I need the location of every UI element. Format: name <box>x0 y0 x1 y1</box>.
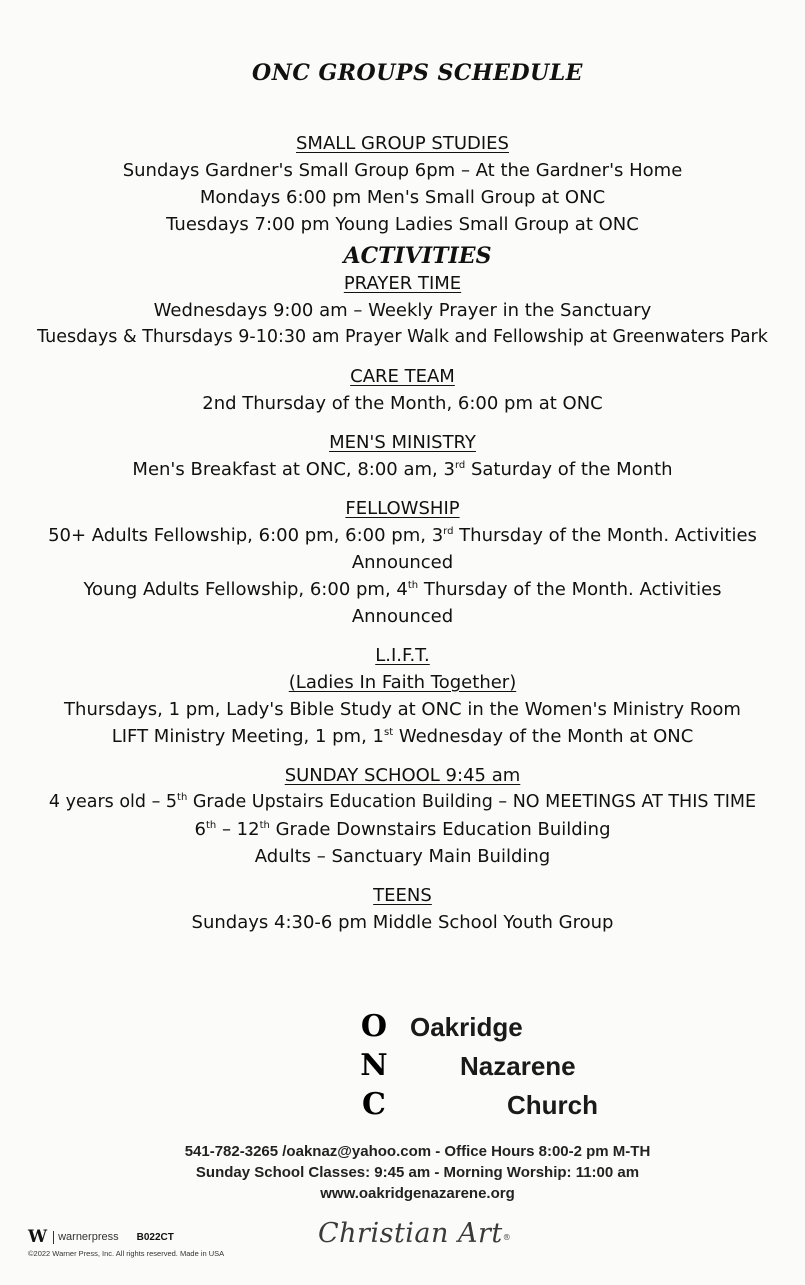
teens-section <box>0 882 805 936</box>
lift-section <box>0 642 805 750</box>
logo-row-oakridge <box>352 1010 612 1046</box>
logo-word-church: Church <box>507 1090 598 1120</box>
schedule-line: Thursdays, 1 pm, Lady's Bible Study at ONC in the Women's Ministry Room <box>64 699 741 720</box>
product-code: B022CT <box>136 1231 174 1243</box>
section-heading: SUNDAY SCHOOL 9:45 am <box>284 765 521 786</box>
page-title: ONC GROUPS SCHEDULE <box>252 60 583 86</box>
logo-letter-n: N <box>360 1048 388 1083</box>
logo-row-nazarene <box>352 1049 612 1085</box>
schedule-line: 50+ Adults Fellowship, 6:00 pm, 6:00 pm, 3rd Thursday of the Month. Activities Announced <box>48 525 757 573</box>
schedule-line: Men's Breakfast at ONC, 8:00 am, 3rd Saturday of the Month <box>132 459 673 480</box>
schedule-line: 4 years old – 5th Grade Upstairs Education Building – NO MEETINGS AT THIS TIME <box>48 792 757 812</box>
schedule-line: Tuesdays & Thursdays 9-10:30 am Prayer Walk and Fellowship at Greenwaters Park <box>37 327 768 347</box>
section-heading: TEENS <box>373 885 432 906</box>
logo-word-nazarene: Nazarene <box>460 1051 576 1081</box>
sunday-school-section <box>0 762 805 870</box>
schedule-line: Adults – Sanctuary Main Building <box>254 846 551 867</box>
schedule-line: LIFT Ministry Meeting, 1 pm, 1st Wednesday of the Month at ONC <box>111 726 694 747</box>
christian-art-brand: Christian Art® <box>318 1218 512 1249</box>
section-heading: MEN'S MINISTRY <box>329 432 476 453</box>
schedule-content <box>0 130 805 936</box>
schedule-line: Wednesdays 9:00 am – Weekly Prayer in the Sanctuary <box>153 300 652 321</box>
mens-ministry-section <box>0 429 805 483</box>
logo-word-oakridge: Oakridge <box>410 1012 523 1042</box>
section-heading: FELLOWSHIP <box>345 498 460 519</box>
schedule-line: 2nd Thursday of the Month, 6:00 pm at ONC <box>202 393 603 414</box>
care-section <box>0 363 805 417</box>
schedule-line: Sundays 4:30-6 pm Middle School Youth Group <box>191 912 614 933</box>
contact-website: www.oakridgenazarene.org <box>320 1185 515 1202</box>
contact-service-times: Sunday School Classes: 9:45 am - Morning Worship: 11:00 am <box>195 1164 640 1181</box>
contact-phone-email-hours: 541-782-3265 /oaknaz@yahoo.com - Office Hours 8:00-2 pm M-TH <box>184 1143 651 1160</box>
copyright-notice: ©2022 Warner Press, Inc. All rights reserved. Made in USA <box>28 1249 225 1258</box>
schedule-line: Young Adults Fellowship, 6:00 pm, 4th Thursday of the Month. Activities Announced <box>83 579 722 627</box>
contact-info <box>0 1141 805 1204</box>
section-heading: CARE TEAM <box>350 366 455 387</box>
logo-row-church <box>352 1088 612 1124</box>
divider <box>53 1231 54 1244</box>
warnerpress-logo-icon: W <box>28 1227 48 1247</box>
publisher-footer <box>28 1227 224 1258</box>
schedule-line: Mondays 6:00 pm Men's Small Group at ONC <box>199 187 606 208</box>
section-heading: PRAYER TIME <box>343 273 462 294</box>
schedule-line: 6th – 12th Grade Downstairs Education Building <box>194 819 611 840</box>
activities-heading: ACTIVITIES <box>343 243 492 269</box>
schedule-line: Sundays Gardner's Small Group 6pm – At the Gardner's Home <box>122 160 683 181</box>
fellowship-section <box>0 495 805 630</box>
schedule-line: Tuesdays 7:00 pm Young Ladies Small Group at ONC <box>166 214 639 235</box>
section-heading: SMALL GROUP STUDIES <box>296 133 509 154</box>
section-heading: L.I.F.T. <box>375 645 430 666</box>
publisher-name: warnerpress <box>58 1231 119 1243</box>
church-logo <box>352 1010 612 1125</box>
logo-letter-o: O <box>360 1009 388 1044</box>
small-group-section <box>0 130 805 238</box>
prayer-section <box>0 270 805 351</box>
logo-letter-c: C <box>362 1087 386 1122</box>
section-subheading: (Ladies In Faith Together) <box>288 672 517 693</box>
